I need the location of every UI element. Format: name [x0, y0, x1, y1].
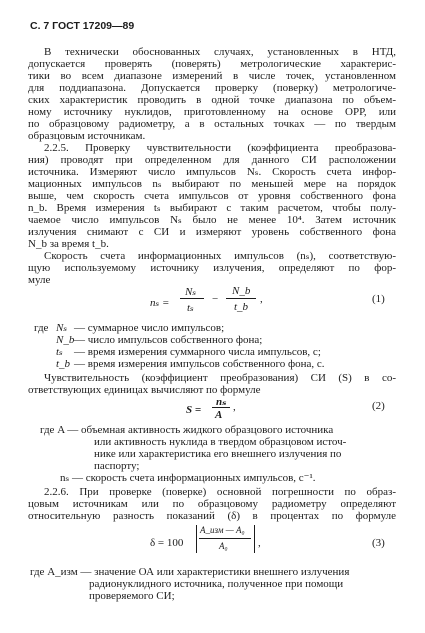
def-symbol: t_b: [56, 358, 71, 370]
formula-numerator: nₛ: [216, 396, 227, 408]
text-line: выше, чем скорость счета импульсов от уровня собственного фона: [28, 190, 396, 202]
formula-tail: ,: [258, 537, 261, 549]
fraction-bar: [199, 538, 251, 539]
def-text: нике или характеристика его внешнего излучения по: [94, 448, 342, 460]
def-symbol: N_b: [56, 334, 75, 346]
def-symbol: Nₛ: [56, 322, 68, 334]
formula-numerator: A_изм — A₀: [200, 525, 245, 535]
text-line: Скорость счета информационных импульсов (nₛ), соответствую-: [44, 250, 396, 262]
text-line: для поддиапазона. Допускается проверку (поверку) метрологиче-: [28, 82, 396, 94]
text-line: ния) проводят при определенном для данного СИ расположении: [28, 154, 396, 166]
text-line: ответствующих единицах вычисляют по формуле: [28, 384, 261, 396]
text-line: цовым источникам или по образцовому радиометру определяют: [28, 498, 396, 510]
def-text: — число импульсов собственного фона;: [74, 334, 263, 346]
formula-denominator: t_b: [234, 301, 249, 313]
def-text: — время измерения суммарного числа импульсов, с;: [74, 346, 321, 358]
text-line: 2.2.5. Проверку чувствительности (коэффициента преобразова-: [44, 142, 396, 154]
text-line: относительную разность показаний (δ) в процентах по формуле: [28, 510, 396, 522]
formula-number: (3): [372, 537, 385, 549]
def-text: радионуклидного источника, полученное при помощи: [89, 578, 344, 590]
def-text: где A_изм — значение ОА или характеристики внешнего излучения: [30, 566, 350, 578]
text-line: по образцовому радиометру, а в остальных точках — по твердым: [28, 118, 396, 130]
formula-lhs: δ = 100: [150, 537, 184, 549]
formula-minus: −: [212, 293, 219, 305]
text-line: мационных импульсов nₛ выбирают по меньшей мере на порядок: [28, 178, 396, 190]
def-text: или активность нуклида в твердом образцовом источ-: [94, 436, 347, 448]
def-text: где A — объемная активность жидкого образцового источника: [40, 424, 334, 436]
fraction-bar: [180, 298, 204, 299]
text-line: муле: [28, 274, 51, 286]
text-line: ному источнику нуклидов, приготовленному на основе ОРР, или: [28, 106, 396, 118]
def-text: nₛ — скорость счета информационных импульсов, с⁻¹.: [60, 472, 316, 484]
formula-denominator: A₀: [219, 541, 228, 551]
text-line: Чувствительность (коэффициент преобразования) СИ (S) в со-: [44, 372, 396, 384]
def-text: паспорту;: [94, 460, 140, 472]
abs-bar-left: [196, 525, 197, 553]
formula-numerator: N_b: [232, 285, 251, 297]
text-line: источника. Измеряют число импульсов Nₛ. Скорость счета инфор-: [28, 166, 396, 178]
formula-number: (1): [372, 293, 385, 305]
formula-denominator: tₛ: [187, 302, 194, 314]
text-line: тики во всем диапазоне измерений в числе точек, установленном: [28, 70, 396, 82]
text-line: чаемое число импульсов Nₛ было не менее 10⁴. Затем источник: [28, 214, 396, 226]
text-line: ских характеристик проводить в одной точке диапазона по объем-: [28, 94, 396, 106]
fraction-bar: [212, 407, 230, 408]
formula-lhs: S =: [186, 404, 202, 416]
text-line: n_b. Время измерения tₛ выбирают с таким расчетом, чтобы полу-: [28, 202, 396, 214]
def-symbol: tₛ: [56, 346, 63, 358]
formula-tail: ,: [233, 401, 236, 413]
formula-denominator: A: [215, 409, 223, 421]
def-text: — время измерения импульсов собственного фона, с.: [74, 358, 325, 370]
text-line: излучения снимают с СИ и измеряют уровень собственного фона: [28, 226, 396, 238]
text-line: В технически обоснованных случаях, установленных в НТД,: [44, 46, 396, 58]
def-text: проверяемого СИ;: [89, 590, 175, 602]
formula-numerator: Nₛ: [185, 286, 197, 298]
abs-bar-right: [254, 525, 255, 553]
text-line: допускается проверять (поверять) метрологические характерис-: [28, 58, 396, 70]
text-line: образцовым источникам.: [28, 130, 146, 142]
formula-lhs: nₛ =: [150, 297, 170, 309]
text-line: щую используемому источнику излучения, определяют по фор-: [28, 262, 396, 274]
text-line: N_b за время t_b.: [28, 238, 109, 250]
text-line: 2.2.6. При проверке (поверке) основной погрешности по образ-: [44, 486, 396, 498]
def-text: — суммарное число импульсов;: [74, 322, 225, 334]
fraction-bar: [226, 298, 256, 299]
formula-tail: ,: [260, 293, 263, 305]
where-label: где: [34, 322, 49, 334]
page-header: С. 7 ГОСТ 17209—89: [30, 20, 135, 32]
formula-number: (2): [372, 400, 385, 412]
